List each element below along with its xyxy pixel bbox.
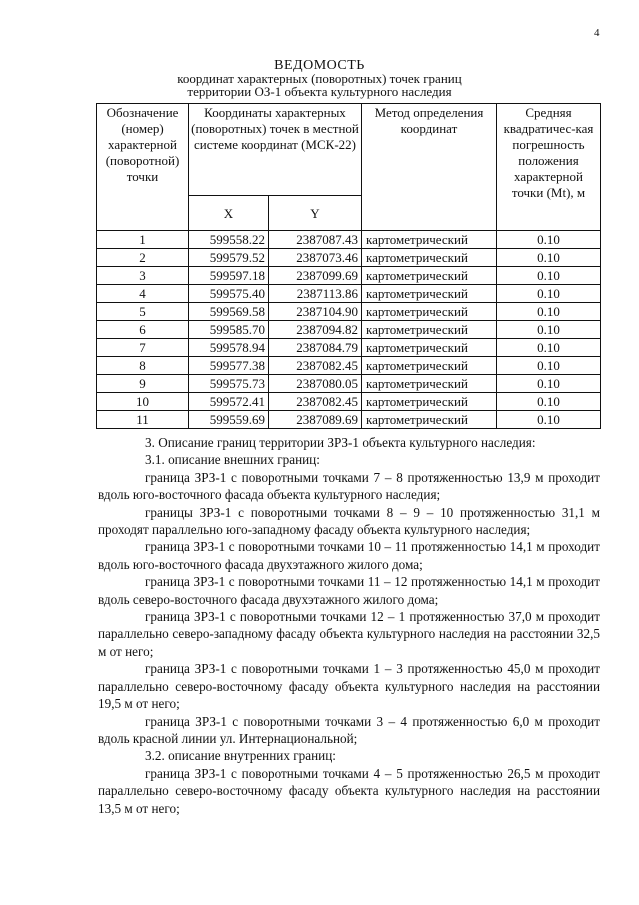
cell-method: картометрический bbox=[362, 231, 497, 249]
cell-n: 2 bbox=[97, 249, 189, 267]
table-row bbox=[97, 321, 601, 339]
boundary-paragraph: граница ЗРЗ-1 с поворотными точками 1 – 3 протяженностью 45,0 м проходит параллельно северо-восточному фасаду объекта культурного наследия на расстоянии 19,5 м от него; bbox=[98, 661, 600, 712]
cell-y: 2387082.45 bbox=[269, 357, 362, 375]
table-row bbox=[97, 357, 601, 375]
table-row bbox=[97, 393, 601, 411]
header-coordinates: Координаты характерных (поворотных) точек в местной системе координат (МСК-22) bbox=[189, 104, 362, 196]
cell-method: картометрический bbox=[362, 285, 497, 303]
cell-n: 1 bbox=[97, 231, 189, 249]
cell-n: 5 bbox=[97, 303, 189, 321]
cell-error: 0.10 bbox=[497, 321, 601, 339]
table-row bbox=[97, 303, 601, 321]
cell-x: 599575.73 bbox=[189, 375, 269, 393]
coordinates-table-body bbox=[97, 231, 601, 429]
subsection-internal-heading: 3.2. описание внутренних границ: bbox=[145, 748, 336, 764]
document-subtitle-line-1: координат характерных (поворотных) точек границ bbox=[177, 71, 462, 86]
header-y: Y bbox=[269, 196, 362, 231]
cell-n: 11 bbox=[97, 411, 189, 429]
boundary-paragraph: граница ЗРЗ-1 с поворотными точками 11 – 12 протяженностью 14,1 м проходит вдоль северо-восточного фасада двухэтажного жилого дома; bbox=[98, 574, 600, 607]
cell-y: 2387073.46 bbox=[269, 249, 362, 267]
cell-method: картометрический bbox=[362, 303, 497, 321]
cell-n: 7 bbox=[97, 339, 189, 357]
cell-x: 599577.38 bbox=[189, 357, 269, 375]
table-row bbox=[97, 411, 601, 429]
section-heading: 3. Описание границ территории ЗРЗ-1 объекта культурного наследия: bbox=[145, 435, 536, 450]
cell-y: 2387087.43 bbox=[269, 231, 362, 249]
cell-method: картометрический bbox=[362, 249, 497, 267]
cell-error: 0.10 bbox=[497, 267, 601, 285]
header-error: Средняя квадратичес-кая погрешность положения характерной точки (Mt), м bbox=[497, 104, 601, 231]
cell-n: 6 bbox=[97, 321, 189, 339]
cell-n: 10 bbox=[97, 393, 189, 411]
table-row bbox=[97, 249, 601, 267]
cell-error: 0.10 bbox=[497, 375, 601, 393]
table-row bbox=[97, 231, 601, 249]
cell-x: 599585.70 bbox=[189, 321, 269, 339]
cell-x: 599558.22 bbox=[189, 231, 269, 249]
cell-error: 0.10 bbox=[497, 249, 601, 267]
table-row bbox=[97, 285, 601, 303]
boundary-paragraph: граница ЗРЗ-1 с поворотными точками 4 – 5 протяженностью 26,5 м проходит параллельно северо-восточному фасаду объекта культурного наследия на расстоянии 13,5 м от него; bbox=[98, 765, 600, 816]
cell-method: картометрический bbox=[362, 393, 497, 411]
cell-x: 599579.52 bbox=[189, 249, 269, 267]
cell-y: 2387089.69 bbox=[269, 411, 362, 429]
header-method: Метод определения координат bbox=[362, 104, 497, 231]
cell-method: картометрический bbox=[362, 267, 497, 285]
cell-x: 599559.69 bbox=[189, 411, 269, 429]
cell-y: 2387113.86 bbox=[269, 285, 362, 303]
cell-n: 4 bbox=[97, 285, 189, 303]
cell-method: картометрический bbox=[362, 375, 497, 393]
cell-method: картометрический bbox=[362, 357, 497, 375]
header-x: X bbox=[189, 196, 269, 231]
page-number: 4 bbox=[594, 27, 600, 39]
cell-error: 0.10 bbox=[497, 357, 601, 375]
cell-y: 2387080.05 bbox=[269, 375, 362, 393]
cell-x: 599575.40 bbox=[189, 285, 269, 303]
cell-y: 2387082.45 bbox=[269, 393, 362, 411]
table-row bbox=[97, 267, 601, 285]
document-subtitle-line-2: территории ОЗ-1 объекта культурного наследия bbox=[187, 84, 452, 99]
cell-n: 9 bbox=[97, 375, 189, 393]
cell-error: 0.10 bbox=[497, 285, 601, 303]
cell-n: 8 bbox=[97, 357, 189, 375]
cell-n: 3 bbox=[97, 267, 189, 285]
cell-y: 2387099.69 bbox=[269, 267, 362, 285]
table-row bbox=[97, 339, 601, 357]
boundary-paragraph: граница ЗРЗ-1 с поворотными точками 10 – 11 протяженностью 14,1 м проходит вдоль юго-восточного фасада двухэтажного жилого дома; bbox=[98, 539, 600, 572]
cell-y: 2387104.90 bbox=[269, 303, 362, 321]
cell-method: картометрический bbox=[362, 321, 497, 339]
cell-x: 599569.58 bbox=[189, 303, 269, 321]
boundary-paragraph: граница ЗРЗ-1 с поворотными точками 12 – 1 протяженностью 37,0 м проходит параллельно северо-западному фасаду объекта культурного наследия на расстоянии 32,5 м от него; bbox=[98, 609, 600, 659]
table-row bbox=[97, 375, 601, 393]
coordinates-table bbox=[96, 103, 601, 429]
cell-error: 0.10 bbox=[497, 393, 601, 411]
boundary-paragraph: границы ЗРЗ-1 с поворотными точками 8 – 9 – 10 протяженностью 31,1 м проходят параллельно юго-западному фасаду объекта культурного наследия; bbox=[98, 504, 600, 538]
cell-x: 599597.18 bbox=[189, 267, 269, 285]
boundary-description bbox=[98, 434, 600, 817]
cell-x: 599572.41 bbox=[189, 393, 269, 411]
cell-error: 0.10 bbox=[497, 411, 601, 429]
document-title: ВЕДОМОСТЬ bbox=[274, 58, 365, 73]
boundary-paragraph: граница ЗРЗ-1 с поворотными точками 3 – 4 протяженностью 6,0 м проходит вдоль красной линии ул. Интернациональной; bbox=[98, 713, 600, 746]
header-designation: Обозначение (номер) характерной (поворотной) точки bbox=[97, 104, 189, 231]
cell-error: 0.10 bbox=[497, 303, 601, 321]
cell-method: картометрический bbox=[362, 411, 497, 429]
external-boundaries-list bbox=[98, 469, 600, 748]
cell-error: 0.10 bbox=[497, 231, 601, 249]
subsection-external-heading: 3.1. описание внешних границ: bbox=[145, 452, 320, 468]
cell-method: картометрический bbox=[362, 339, 497, 357]
cell-y: 2387094.82 bbox=[269, 321, 362, 339]
boundary-paragraph: граница ЗРЗ-1 с поворотными точками 7 – 8 протяженностью 13,9 м проходит вдоль юго-восточного фасада объекта культурного наследия; bbox=[98, 469, 600, 503]
cell-y: 2387084.79 bbox=[269, 339, 362, 357]
cell-error: 0.10 bbox=[497, 339, 601, 357]
cell-x: 599578.94 bbox=[189, 339, 269, 357]
internal-boundaries-list bbox=[98, 765, 600, 817]
